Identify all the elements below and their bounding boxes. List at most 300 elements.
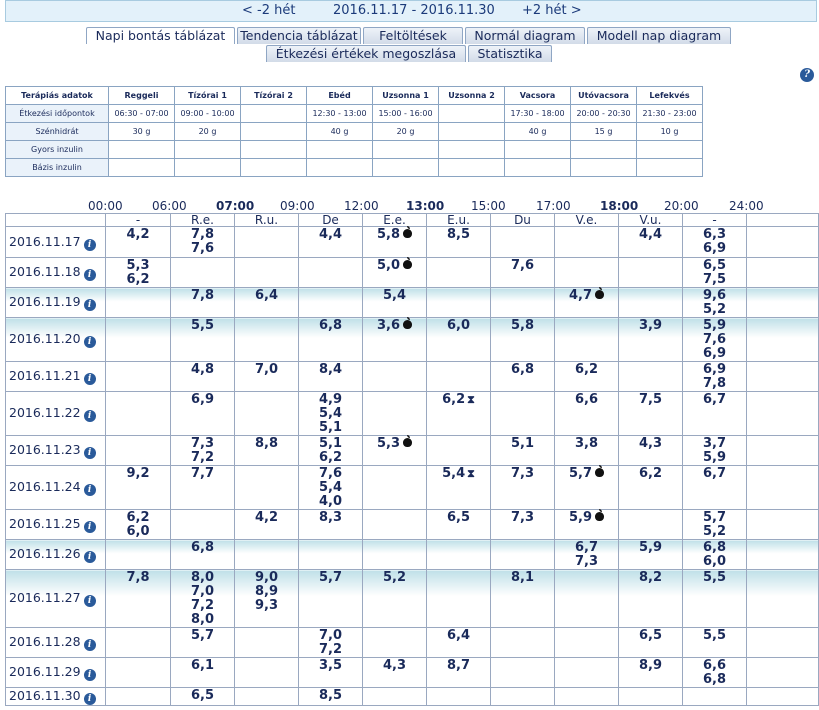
glucose-value: [235, 437, 298, 451]
therapy-cell: 20:00 - 20:30: [571, 105, 637, 123]
glucose-value: [427, 629, 490, 643]
therapy-cell: 30 g: [109, 123, 175, 141]
glucose-value-text: 4,9: [318, 392, 343, 407]
glucose-value-text: 6,2: [442, 392, 466, 407]
glucose-cell[interactable]: [491, 570, 555, 628]
glucose-cell[interactable]: [683, 466, 747, 510]
glucose-cell[interactable]: [106, 570, 171, 628]
glucose-cell[interactable]: [555, 362, 619, 392]
glucose-cell[interactable]: [491, 510, 555, 540]
glucose-value-text: 5,5: [702, 570, 727, 585]
tab-etkezesi-ertekek[interactable]: Étkezési értékek megoszlása: [266, 45, 466, 62]
glucose-cell[interactable]: [491, 288, 555, 318]
glucose-value: [299, 363, 362, 377]
glucose-cell[interactable]: [555, 436, 619, 466]
glucose-cell[interactable]: [427, 436, 491, 466]
glucose-value-text: 6,9: [702, 346, 727, 361]
table-row: [6, 227, 819, 258]
glucose-value-text: 6,4: [254, 288, 279, 303]
glucose-cell[interactable]: [427, 688, 491, 706]
glucose-cell[interactable]: [619, 628, 683, 658]
glucose-value-text: 6,0: [702, 554, 727, 569]
info-icon[interactable]: i: [84, 669, 96, 681]
glucose-cell[interactable]: [363, 436, 427, 466]
glucose-cell[interactable]: [299, 510, 363, 540]
day-date-label: 2016.11.20: [9, 331, 81, 346]
glucose-cell[interactable]: [299, 288, 363, 318]
grid-extra-cell: [747, 258, 819, 288]
glucose-value-text: 6,3: [702, 227, 727, 242]
glucose-cell[interactable]: [491, 392, 555, 436]
meal-header: Ebéd: [307, 87, 373, 105]
glucose-cell[interactable]: [555, 318, 619, 362]
glucose-cell[interactable]: [491, 628, 555, 658]
glucose-value-text: 9,6: [702, 288, 727, 303]
glucose-value-text: 3,7: [702, 436, 727, 451]
glucose-cell[interactable]: [619, 227, 683, 258]
grid-column-header: V.e.: [555, 214, 619, 227]
prev-2-weeks-link[interactable]: < -2 hét: [242, 3, 296, 18]
glucose-cell[interactable]: [106, 628, 171, 658]
glucose-value-text: 6,7: [574, 540, 599, 555]
glucose-cell[interactable]: [299, 570, 363, 628]
glucose-cell[interactable]: [363, 658, 427, 688]
next-2-weeks-link[interactable]: +2 hét >: [522, 3, 582, 18]
glucose-value-text: 6,2: [126, 272, 150, 287]
glucose-cell[interactable]: [106, 227, 171, 258]
glucose-cell[interactable]: [235, 318, 299, 362]
glucose-value: [555, 393, 618, 407]
day-date-cell: [6, 628, 106, 658]
glucose-value-text: 8,0: [190, 612, 215, 627]
glucose-value-text: 5,7: [568, 466, 593, 481]
glucose-value: [683, 347, 746, 361]
glucose-value-text: 4,8: [190, 362, 215, 377]
tab-statisztika[interactable]: Statisztika: [468, 45, 552, 62]
time-tick-label: 07:00: [216, 199, 255, 213]
glucose-cell[interactable]: [171, 227, 235, 258]
glucose-cell[interactable]: [491, 658, 555, 688]
info-icon[interactable]: i: [84, 639, 96, 651]
glucose-cell[interactable]: [106, 540, 171, 570]
meal-header: Vacsora: [505, 87, 571, 105]
tab-feltoltesek[interactable]: Feltöltések: [363, 27, 463, 44]
glucose-value: [427, 659, 490, 673]
grid-column-header: E.e.: [363, 214, 427, 227]
day-date-label: 2016.11.19: [9, 294, 81, 309]
glucose-value-text: 5,3: [376, 436, 401, 451]
glucose-value: [299, 437, 362, 451]
glucose-cell[interactable]: [619, 392, 683, 436]
day-date-label: 2016.11.28: [9, 634, 81, 649]
glucose-cell[interactable]: [683, 392, 747, 436]
glucose-value: [106, 571, 170, 585]
glucose-value-text: 6,5: [446, 510, 471, 525]
glucose-cell[interactable]: [106, 392, 171, 436]
glucose-cell[interactable]: [427, 466, 491, 510]
glucose-cell[interactable]: [171, 466, 235, 510]
therapy-cell: 20 g: [175, 123, 241, 141]
time-tick-label: 00:00: [88, 199, 123, 213]
meal-header: Utóvacsora: [571, 87, 637, 105]
glucose-cell[interactable]: [619, 258, 683, 288]
glucose-cell[interactable]: [491, 436, 555, 466]
glucose-cell[interactable]: [235, 510, 299, 540]
day-date-cell: [6, 688, 106, 706]
glucose-cell[interactable]: [619, 688, 683, 706]
glucose-cell[interactable]: [555, 658, 619, 688]
grid-extra-cell: [747, 436, 819, 466]
glucose-value-text: 4,2: [126, 227, 150, 242]
glucose-cell[interactable]: [235, 628, 299, 658]
glucose-value: [171, 599, 234, 613]
glucose-cell[interactable]: [427, 658, 491, 688]
glucose-value-text: 8,5: [318, 688, 343, 703]
glucose-value: [171, 541, 234, 555]
glucose-cell[interactable]: [683, 570, 747, 628]
glucose-cell[interactable]: [683, 540, 747, 570]
glucose-cell[interactable]: [106, 436, 171, 466]
glucose-value-text: 7,3: [574, 554, 599, 569]
glucose-cell[interactable]: [619, 540, 683, 570]
glucose-cell[interactable]: [619, 570, 683, 628]
glucose-value: [235, 363, 298, 377]
glucose-cell[interactable]: [235, 436, 299, 466]
glucose-cell[interactable]: [171, 658, 235, 688]
glucose-value: [683, 673, 746, 687]
grid-column-header: Du: [491, 214, 555, 227]
glucose-cell[interactable]: [555, 570, 619, 628]
glucose-cell[interactable]: [683, 658, 747, 688]
therapy-cell: [109, 159, 175, 177]
glucose-cell[interactable]: [171, 628, 235, 658]
glucose-cell[interactable]: [619, 436, 683, 466]
glucose-value-text: 7,2: [190, 450, 215, 465]
glucose-cell[interactable]: [683, 318, 747, 362]
info-icon[interactable]: i: [84, 299, 96, 311]
glucose-cell[interactable]: [299, 318, 363, 362]
grid-extra-cell: [747, 570, 819, 628]
glucose-cell[interactable]: [491, 688, 555, 706]
glucose-cell[interactable]: [619, 288, 683, 318]
glucose-cell[interactable]: [363, 362, 427, 392]
glucose-cell[interactable]: [171, 258, 235, 288]
glucose-value-text: 5,4: [442, 466, 466, 481]
grid-extra-cell: [747, 362, 819, 392]
glucose-cell[interactable]: [299, 436, 363, 466]
glucose-cell[interactable]: [299, 258, 363, 288]
glucose-value-text: 7,8: [190, 288, 215, 303]
glucose-cell[interactable]: [619, 318, 683, 362]
glucose-cell[interactable]: [106, 288, 171, 318]
glucose-cell[interactable]: [106, 688, 171, 706]
glucose-cell[interactable]: [555, 392, 619, 436]
glucose-value: [299, 689, 362, 703]
glucose-cell[interactable]: [235, 466, 299, 510]
therapy-cell: 20 g: [373, 123, 439, 141]
glucose-value: [491, 571, 554, 585]
glucose-cell[interactable]: [555, 258, 619, 288]
glucose-cell[interactable]: [491, 466, 555, 510]
info-icon[interactable]: i: [84, 239, 96, 251]
glucose-value-text: 6,5: [190, 688, 215, 703]
glucose-value-text: 6,5: [702, 258, 727, 273]
glucose-value-text: 7,6: [702, 332, 727, 347]
glucose-value: [299, 228, 362, 242]
glucose-cell[interactable]: [555, 466, 619, 510]
glucose-cell[interactable]: [106, 258, 171, 288]
glucose-cell[interactable]: [235, 540, 299, 570]
apple-icon: [595, 468, 604, 477]
glucose-cell[interactable]: [683, 288, 747, 318]
time-tick-label: 15:00: [471, 199, 506, 213]
glucose-cell[interactable]: [427, 510, 491, 540]
apple-icon: [403, 260, 412, 269]
info-icon[interactable]: i: [84, 410, 96, 422]
glucose-cell[interactable]: [235, 392, 299, 436]
glucose-value-text: 5,5: [702, 628, 727, 643]
grid-column-header: R.u.: [235, 214, 299, 227]
glucose-cell[interactable]: [363, 628, 427, 658]
tab-napi-bontas[interactable]: Napi bontás táblázat: [86, 27, 235, 44]
therapy-cell: [241, 123, 307, 141]
glucose-cell[interactable]: [171, 688, 235, 706]
glucose-cell[interactable]: [683, 227, 747, 258]
glucose-cell[interactable]: [619, 466, 683, 510]
glucose-value-text: 5,5: [190, 318, 215, 333]
glucose-cell[interactable]: [363, 688, 427, 706]
glucose-value: [427, 393, 490, 407]
glucose-cell[interactable]: [491, 540, 555, 570]
glucose-cell[interactable]: [299, 658, 363, 688]
glucose-cell[interactable]: [299, 688, 363, 706]
info-icon[interactable]: i: [84, 373, 96, 385]
therapy-cell: [439, 123, 505, 141]
glucose-cell[interactable]: [555, 628, 619, 658]
therapy-cell: [439, 141, 505, 159]
glucose-value-text: 3,5: [318, 658, 343, 673]
glucose-cell[interactable]: [235, 570, 299, 628]
glucose-cell[interactable]: [235, 362, 299, 392]
help-icon[interactable]: ?: [800, 68, 814, 82]
glucose-cell[interactable]: [235, 288, 299, 318]
glucose-cell[interactable]: [363, 288, 427, 318]
glucose-cell[interactable]: [235, 227, 299, 258]
therapy-cell: 40 g: [505, 123, 571, 141]
glucose-value-text: 6,9: [702, 362, 727, 377]
glucose-value: [106, 259, 170, 273]
info-icon[interactable]: i: [84, 551, 96, 563]
info-icon[interactable]: i: [84, 521, 96, 533]
glucose-cell[interactable]: [491, 318, 555, 362]
glucose-cell[interactable]: [555, 227, 619, 258]
glucose-cell[interactable]: [363, 510, 427, 540]
grid-extra-cell: [747, 466, 819, 510]
glucose-cell[interactable]: [171, 392, 235, 436]
glucose-value-text: 5,9: [702, 318, 727, 333]
glucose-value: [363, 228, 426, 242]
glucose-cell[interactable]: [299, 628, 363, 658]
glucose-value-text: 5,7: [318, 570, 343, 585]
glucose-cell[interactable]: [427, 628, 491, 658]
glucose-cell[interactable]: [363, 318, 427, 362]
day-date-label: 2016.11.26: [9, 546, 81, 561]
glucose-cell[interactable]: [683, 688, 747, 706]
glucose-cell[interactable]: [619, 658, 683, 688]
glucose-value: [555, 467, 618, 481]
glucose-cell[interactable]: [363, 227, 427, 258]
therapy-cell: 10 g: [637, 123, 703, 141]
glucose-value-text: 6,2: [318, 450, 343, 465]
glucose-cell[interactable]: [683, 362, 747, 392]
glucose-cell[interactable]: [427, 258, 491, 288]
glucose-cell[interactable]: [171, 288, 235, 318]
glucose-cell[interactable]: [555, 540, 619, 570]
glucose-cell[interactable]: [427, 540, 491, 570]
glucose-value-text: 6,5: [638, 628, 663, 643]
glucose-cell[interactable]: [106, 318, 171, 362]
glucose-cell[interactable]: [491, 227, 555, 258]
day-date-label: 2016.11.30: [9, 688, 81, 703]
glucose-cell[interactable]: [363, 258, 427, 288]
therapy-cell: [373, 159, 439, 177]
day-date-label: 2016.11.21: [9, 368, 81, 383]
glucose-value: [683, 289, 746, 303]
glucose-value: [171, 451, 234, 465]
day-date-cell: [6, 392, 106, 436]
day-date-label: 2016.11.25: [9, 516, 81, 531]
apple-icon: [595, 290, 604, 299]
grid-extra-cell: [747, 288, 819, 318]
glucose-cell[interactable]: [106, 362, 171, 392]
glucose-cell[interactable]: [427, 227, 491, 258]
glucose-cell[interactable]: [555, 510, 619, 540]
tab-modell-nap-diagram[interactable]: Modell nap diagram: [587, 27, 731, 44]
glucose-cell[interactable]: [106, 510, 171, 540]
glucose-cell[interactable]: [619, 510, 683, 540]
glucose-cell[interactable]: [427, 392, 491, 436]
grid-column-header: V.u.: [619, 214, 683, 227]
glucose-value: [683, 363, 746, 377]
glucose-cell[interactable]: [683, 628, 747, 658]
glucose-value-text: 6,2: [126, 510, 150, 525]
therapy-cell: [307, 141, 373, 159]
therapy-cell: 09:00 - 10:00: [175, 105, 241, 123]
therapy-row-label: Étkezési időpontok: [6, 105, 109, 123]
glucose-cell[interactable]: [171, 362, 235, 392]
glucose-value: [235, 289, 298, 303]
glucose-cell[interactable]: [363, 570, 427, 628]
time-axis: [0, 199, 819, 213]
glucose-cell[interactable]: [235, 688, 299, 706]
glucose-value-text: 9,3: [254, 598, 279, 613]
therapy-cell: [241, 159, 307, 177]
tab-tendencia[interactable]: Tendencia táblázat: [237, 27, 361, 44]
glucose-value-text: 8,9: [254, 584, 279, 599]
glucose-value-text: 5,2: [382, 570, 407, 585]
glucose-value: [555, 437, 618, 451]
therapy-cell: [307, 159, 373, 177]
glucose-cell[interactable]: [491, 258, 555, 288]
glucose-cell[interactable]: [363, 392, 427, 436]
glucose-value-text: 8,4: [318, 362, 343, 377]
therapy-cell: [241, 141, 307, 159]
info-icon[interactable]: i: [84, 595, 96, 607]
glucose-cell[interactable]: [299, 362, 363, 392]
glucose-cell[interactable]: [555, 688, 619, 706]
glucose-value: [299, 451, 362, 465]
glucose-value-text: 7,5: [638, 392, 663, 407]
glucose-cell[interactable]: [683, 436, 747, 466]
glucose-cell[interactable]: [619, 362, 683, 392]
glucose-cell[interactable]: [683, 510, 747, 540]
glucose-value-text: 8,8: [254, 436, 279, 451]
glucose-value-text: 7,6: [510, 258, 535, 273]
glucose-value-text: 5,4: [382, 288, 407, 303]
glucose-cell[interactable]: [491, 362, 555, 392]
glucose-cell[interactable]: [299, 392, 363, 436]
glucose-value: [555, 555, 618, 569]
glucose-value: [683, 377, 746, 391]
glucose-cell[interactable]: [363, 540, 427, 570]
glucose-cell[interactable]: [683, 258, 747, 288]
table-row: [6, 392, 819, 436]
glucose-value: [491, 437, 554, 451]
glucose-cell[interactable]: [427, 288, 491, 318]
glucose-cell[interactable]: [106, 658, 171, 688]
info-icon[interactable]: i: [84, 269, 96, 281]
therapy-data-table: [5, 86, 703, 177]
info-icon[interactable]: i: [84, 336, 96, 348]
table-row: [6, 362, 819, 392]
glucose-value: [683, 525, 746, 539]
glucose-cell[interactable]: [171, 510, 235, 540]
glucose-value: [171, 319, 234, 333]
glucose-cell[interactable]: [171, 318, 235, 362]
date-range-label: 2016.11.17 - 2016.11.30: [333, 3, 495, 18]
info-icon[interactable]: i: [84, 447, 96, 459]
glucose-cell[interactable]: [106, 466, 171, 510]
glucose-value-text: 4,2: [254, 510, 279, 525]
glucose-value: [427, 511, 490, 525]
glucose-cell[interactable]: [427, 362, 491, 392]
grid-extra-cell: [747, 540, 819, 570]
glucose-cell[interactable]: [299, 466, 363, 510]
info-icon[interactable]: i: [84, 484, 96, 496]
glucose-value: [171, 363, 234, 377]
therapy-row-label: Gyors inzulin: [6, 141, 109, 159]
glucose-value: [683, 659, 746, 673]
glucose-cell[interactable]: [235, 258, 299, 288]
glucose-cell[interactable]: [171, 436, 235, 466]
glucose-cell[interactable]: [427, 570, 491, 628]
glucose-value: [235, 511, 298, 525]
glucose-value-text: 7,8: [190, 227, 215, 242]
glucose-cell[interactable]: [235, 658, 299, 688]
info-icon[interactable]: i: [84, 693, 96, 705]
therapy-cell: [109, 141, 175, 159]
glucose-cell[interactable]: [299, 540, 363, 570]
glucose-cell[interactable]: [555, 288, 619, 318]
glucose-cell[interactable]: [171, 570, 235, 628]
glucose-cell[interactable]: [299, 227, 363, 258]
glucose-cell[interactable]: [363, 466, 427, 510]
tab-normal-diagram[interactable]: Normál diagram: [465, 27, 585, 44]
glucose-cell[interactable]: [171, 540, 235, 570]
glucose-value-text: 5,4: [318, 480, 343, 495]
glucose-value-text: 8,5: [446, 227, 471, 242]
glucose-cell[interactable]: [427, 318, 491, 362]
